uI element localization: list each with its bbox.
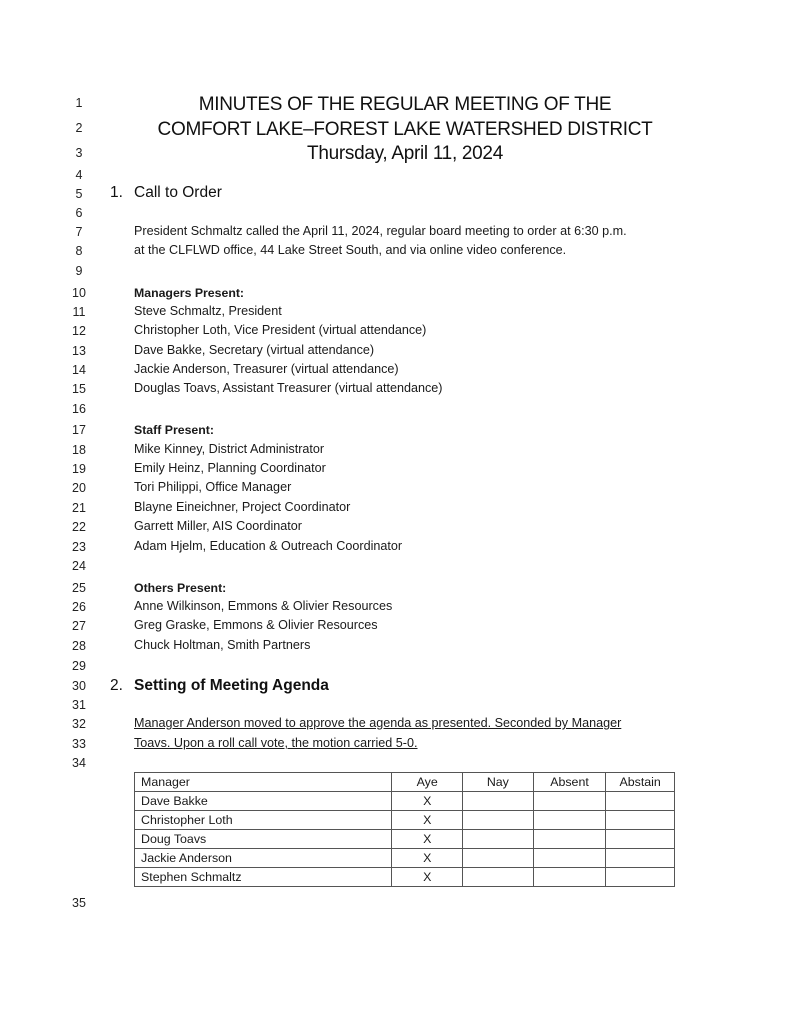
absent-cell (533, 849, 606, 868)
column-header: Manager (135, 773, 392, 792)
motion-text-line: Toavs. Upon a roll call vote, the motion carried 5-0. (134, 736, 418, 750)
nay-cell (463, 868, 534, 887)
line-number: 19 (72, 462, 86, 476)
table-row (135, 868, 675, 887)
manager-name-cell: Christopher Loth (135, 811, 392, 830)
line-number: 30 (72, 679, 86, 693)
manager-item: Jackie Anderson, Treasurer (virtual attendance) (134, 362, 399, 376)
abstain-cell (606, 830, 675, 849)
line-number: 33 (72, 737, 86, 751)
line-number: 13 (72, 344, 86, 358)
staff-item: Garrett Miller, AIS Coordinator (134, 519, 302, 533)
abstain-cell (606, 849, 675, 868)
line-number: 23 (72, 540, 86, 554)
others-item: Chuck Holtman, Smith Partners (134, 638, 311, 652)
aye-cell: X (392, 792, 463, 811)
line-number: 21 (72, 501, 86, 515)
roll-call-vote-table (134, 772, 675, 887)
column-header: Nay (463, 773, 534, 792)
line-number: 15 (72, 382, 86, 396)
section-number: 1. (110, 184, 123, 201)
paragraph-line: at the CLFLWD office, 44 Lake Street South, and via online video conference. (134, 243, 567, 257)
line-number: 32 (72, 717, 86, 731)
line-number: 25 (72, 581, 86, 595)
table-row (135, 849, 675, 868)
paragraph-line: President Schmaltz called the April 11, 2024, regular board meeting to order at 6:30 p.m. (134, 224, 627, 238)
line-number: 4 (75, 168, 83, 182)
others-item: Greg Graske, Emmons & Olivier Resources (134, 618, 378, 632)
line-number: 16 (72, 402, 86, 416)
nay-cell (463, 849, 534, 868)
table-row (135, 811, 675, 830)
manager-name-cell: Dave Bakke (135, 792, 392, 811)
section-number: 2. (110, 677, 123, 694)
staff-item: Mike Kinney, District Administrator (134, 442, 325, 456)
table-header-row (135, 773, 675, 792)
column-header: Aye (392, 773, 463, 792)
manager-name-cell: Stephen Schmaltz (135, 868, 392, 887)
aye-cell: X (392, 849, 463, 868)
line-number: 2 (75, 121, 83, 135)
aye-cell: X (392, 830, 463, 849)
line-number: 17 (72, 423, 86, 437)
line-number: 11 (72, 305, 86, 319)
line-number: 18 (72, 443, 86, 457)
manager-item: Steve Schmaltz, President (134, 304, 282, 318)
line-number: 29 (72, 659, 86, 673)
line-number: 28 (72, 639, 86, 653)
line-number: 22 (72, 520, 86, 534)
abstain-cell (606, 868, 675, 887)
line-number: 26 (72, 600, 86, 614)
column-header: Absent (533, 773, 606, 792)
staff-heading: Staff Present: (134, 423, 214, 437)
line-number: 8 (75, 244, 83, 258)
line-number: 7 (75, 225, 83, 239)
line-number: 34 (72, 756, 86, 770)
line-number: 1 (75, 96, 83, 110)
section-heading: Setting of Meeting Agenda (134, 677, 329, 694)
line-number: 10 (72, 286, 86, 300)
aye-cell: X (392, 868, 463, 887)
manager-name-cell: Doug Toavs (135, 830, 392, 849)
absent-cell (533, 792, 606, 811)
meeting-date: Thursday, April 11, 2024 (307, 143, 503, 164)
nay-cell (463, 830, 534, 849)
line-number: 31 (72, 698, 86, 712)
staff-item: Tori Philippi, Office Manager (134, 480, 292, 494)
manager-item: Dave Bakke, Secretary (virtual attendance) (134, 343, 375, 357)
nay-cell (463, 811, 534, 830)
absent-cell (533, 830, 606, 849)
title-line-2: COMFORT LAKE–FOREST LAKE WATERSHED DISTRICT (157, 119, 653, 140)
line-number: 24 (72, 559, 86, 573)
line-number: 14 (72, 363, 86, 377)
column-header: Abstain (606, 773, 675, 792)
absent-cell (533, 811, 606, 830)
line-number: 12 (72, 324, 86, 338)
abstain-cell (606, 792, 675, 811)
managers-heading: Managers Present: (134, 286, 245, 300)
staff-item: Blayne Eineichner, Project Coordinator (134, 500, 351, 514)
others-heading: Others Present: (134, 581, 227, 595)
section-heading: Call to Order (134, 184, 222, 201)
nay-cell (463, 792, 534, 811)
line-number: 27 (72, 619, 86, 633)
absent-cell (533, 868, 606, 887)
table-row (135, 792, 675, 811)
motion-text-line: Manager Anderson moved to approve the agenda as presented. Seconded by Manager (134, 716, 622, 730)
manager-name-cell: Jackie Anderson (135, 849, 392, 868)
line-number: 35 (72, 896, 86, 910)
staff-item: Adam Hjelm, Education & Outreach Coordinator (134, 539, 403, 553)
line-number: 20 (72, 481, 86, 495)
staff-item: Emily Heinz, Planning Coordinator (134, 461, 326, 475)
line-number: 3 (75, 146, 83, 160)
manager-item: Christopher Loth, Vice President (virtual attendance) (134, 323, 427, 337)
title-line-1: MINUTES OF THE REGULAR MEETING OF THE (198, 94, 612, 115)
abstain-cell (606, 811, 675, 830)
aye-cell: X (392, 811, 463, 830)
table-row (135, 830, 675, 849)
manager-item: Douglas Toavs, Assistant Treasurer (virtual attendance) (134, 381, 443, 395)
others-item: Anne Wilkinson, Emmons & Olivier Resources (134, 599, 393, 613)
line-number: 5 (75, 187, 83, 201)
line-number: 9 (75, 264, 83, 278)
line-number: 6 (75, 206, 83, 220)
